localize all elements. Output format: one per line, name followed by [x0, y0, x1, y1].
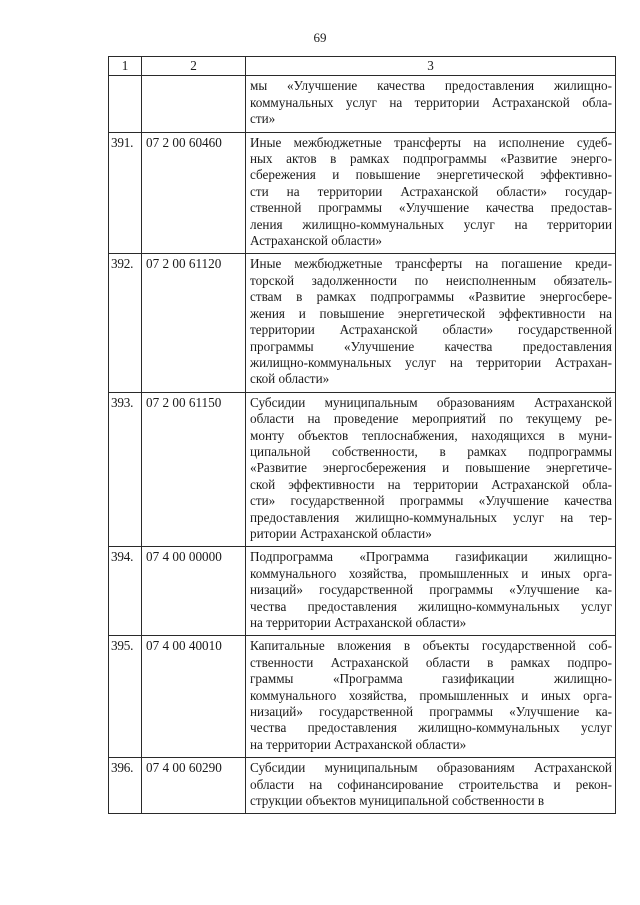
table-row: [109, 547, 616, 636]
row-description: [246, 758, 616, 814]
description-line: Капитальные вложения в объекты государственной соб-: [250, 638, 612, 654]
row-number: [109, 76, 142, 132]
description-line: сти» государственной программы «Улучшение качества: [250, 493, 612, 509]
description-line: предоставления жилищно-коммунальных услуг на тер-: [250, 509, 612, 525]
budget-code: 07 2 00 61120: [142, 254, 246, 392]
description-line: Астраханской области»: [250, 233, 382, 249]
budget-table: [108, 56, 616, 814]
row-number: 391.: [109, 132, 142, 254]
description-line: Иные межбюджетные трансферты на погашение креди-: [250, 256, 612, 272]
table-body: [109, 76, 616, 814]
description-line: монту объектов теплоснабжения, находящихся в муни-: [250, 427, 612, 443]
row-description: [246, 254, 616, 392]
description-line: ления жилищно-коммунальных услуг на территории: [250, 216, 612, 232]
description-line: торской задолженности по неисполненным обязатель-: [250, 272, 612, 288]
description-line: Иные межбюджетные трансферты на исполнение судеб-: [250, 134, 612, 150]
description-line: низаций» государственной программы «Улучшение ка-: [250, 582, 612, 598]
description-line: «Развитие энергосбережения и повышение энергетиче-: [250, 460, 612, 476]
budget-code: 07 2 00 60460: [142, 132, 246, 254]
description-line: ственной программы «Улучшение качества предостав-: [250, 200, 612, 216]
row-description: [246, 132, 616, 254]
row-number: 396.: [109, 758, 142, 814]
description-line: Субсидии муниципальным образованиям Астраханской: [250, 394, 612, 410]
row-description: [246, 547, 616, 636]
table-row: [109, 758, 616, 814]
description-line: коммунальных услуг на территории Астраханской обла-: [250, 94, 612, 110]
description-line: Подпрограмма «Программа газификации жилищно-: [250, 549, 612, 565]
description-line: чества предоставления жилищно-коммунальных услуг: [250, 598, 612, 614]
budget-code: 07 4 00 60290: [142, 758, 246, 814]
description-line: ных актов в рамках подпрограммы «Развитие энерго-: [250, 151, 612, 167]
description-line: ствам в рамках подпрограммы «Развитие энергосбере-: [250, 289, 612, 305]
row-number: 392.: [109, 254, 142, 392]
header-col-1: 1: [109, 57, 142, 76]
row-number: 393.: [109, 392, 142, 547]
budget-code: [142, 76, 246, 132]
header-col-3: 3: [246, 57, 616, 76]
description-line: ципальной собственности, в рамках подпрограммы: [250, 443, 612, 459]
description-line: области на проведение мероприятий по текущему ре-: [250, 411, 612, 427]
header-col-2: 2: [142, 57, 246, 76]
description-line: низаций» государственной программы «Улучшение ка-: [250, 704, 612, 720]
row-description: [246, 636, 616, 758]
description-line: Субсидии муниципальным образованиям Астраханской: [250, 760, 612, 776]
budget-code: 07 4 00 00000: [142, 547, 246, 636]
description-line: области на софинансирование строительства и рекон-: [250, 776, 612, 792]
description-line: коммунального хозяйства, промышленных и иных орга-: [250, 565, 612, 581]
row-number: 395.: [109, 636, 142, 758]
description-line: сти на территории Астраханской области» государ-: [250, 183, 612, 199]
table-row: [109, 254, 616, 392]
table-header-row: [109, 57, 616, 76]
budget-code: 07 2 00 61150: [142, 392, 246, 547]
row-description: [246, 392, 616, 547]
description-line: ритории Астраханской области»: [250, 525, 432, 541]
budget-code: 07 4 00 40010: [142, 636, 246, 758]
description-line: граммы «Программа газификации жилищно-: [250, 671, 612, 687]
description-line: сти»: [250, 111, 276, 127]
table-row: [109, 392, 616, 547]
page-number: 69: [313, 30, 327, 45]
description-line: мы «Улучшение качества предоставления жилищно-: [250, 78, 612, 94]
table-row: [109, 636, 616, 758]
description-line: программы «Улучшение качества предоставления: [250, 338, 612, 354]
description-line: ской области»: [250, 371, 330, 387]
description-line: на территории Астраханской области»: [250, 736, 467, 752]
description-line: территории Астраханской области» государственной: [250, 322, 612, 338]
row-description: [246, 76, 616, 132]
description-line: сбережения и повышение энергетической эффективно-: [250, 167, 612, 183]
row-number: 394.: [109, 547, 142, 636]
description-line: на территории Астраханской области»: [250, 615, 467, 630]
description-line: жения и повышение энергетической эффективности на: [250, 305, 612, 321]
description-line: ской эффективности на территории Астраханской обла-: [250, 476, 612, 492]
table-row: [109, 132, 616, 254]
description-line: чества предоставления жилищно-коммунальных услуг: [250, 720, 612, 736]
description-line: жилищно-коммунальных услуг на территории Астрахан-: [250, 354, 612, 370]
table-row: [109, 76, 616, 132]
description-line: коммунального хозяйства, промышленных и иных орга-: [250, 687, 612, 703]
description-line: ственности Астраханской области в рамках подпро-: [250, 654, 612, 670]
description-line: струкции объектов муниципальной собственности в: [250, 793, 545, 809]
